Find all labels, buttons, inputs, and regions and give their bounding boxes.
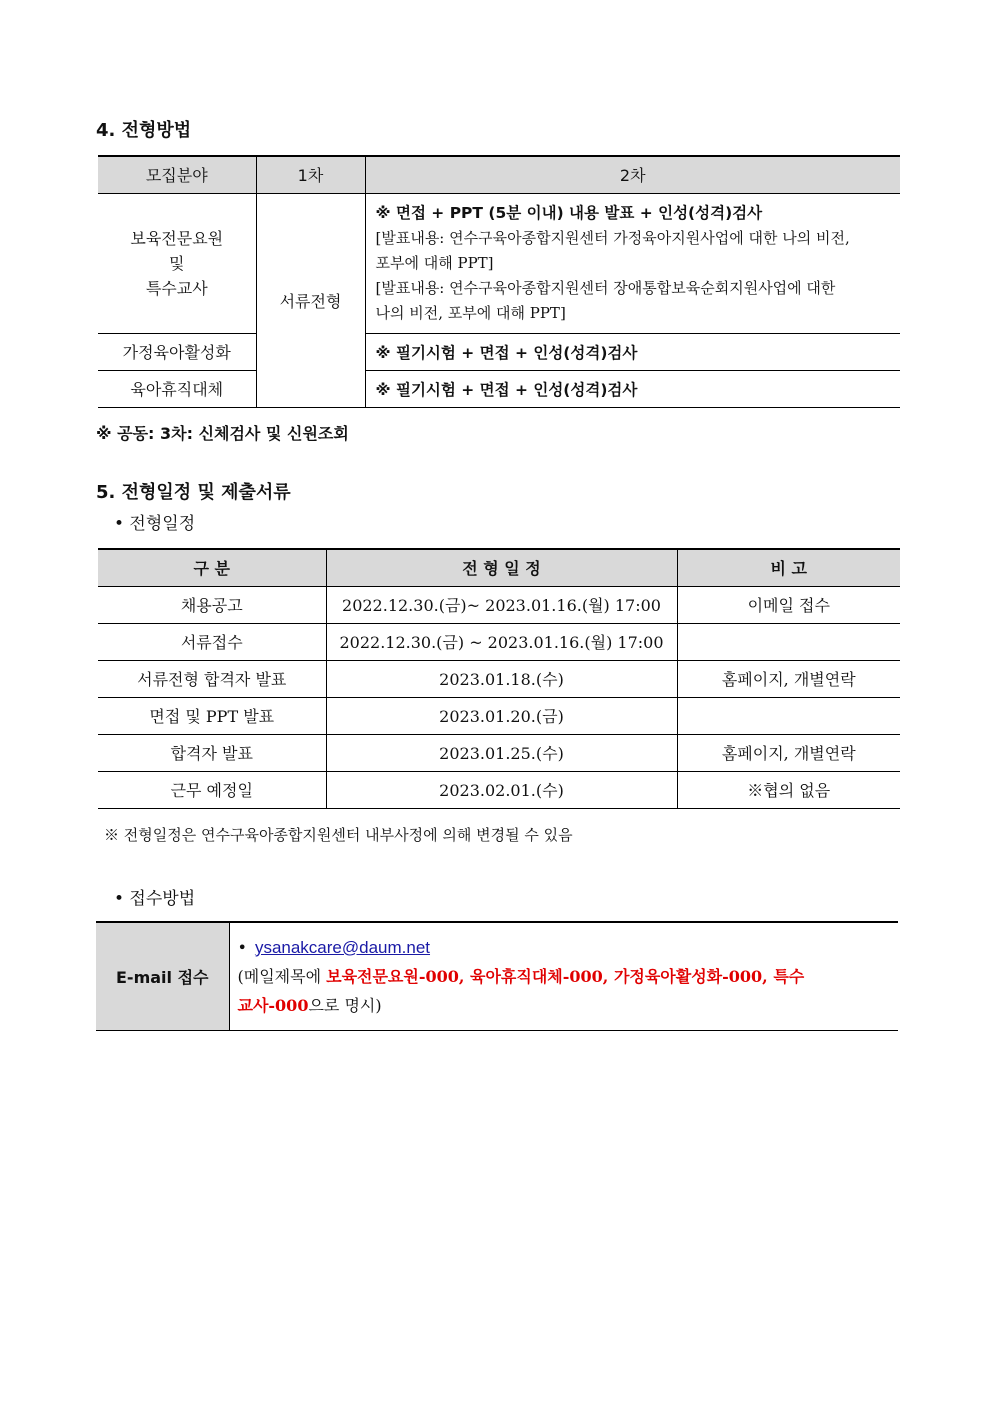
schedule-table — [98, 548, 900, 809]
header-note: 비 고 — [677, 549, 900, 586]
apply-detail — [229, 922, 898, 1030]
header-item: 구 분 — [98, 549, 326, 586]
subject-line-2 — [238, 991, 899, 1020]
schedule-date: 2023.01.25.(수) — [326, 734, 677, 771]
schedule-date: 2023.01.20.(금) — [326, 697, 677, 734]
second-stage-line: [발표내용: 연수구육아종합지원센터 가정육아지원사업에 대한 나의 비전, — [375, 229, 850, 247]
section4-title: 4. 전형방법 — [96, 120, 192, 141]
subject-line — [238, 962, 899, 991]
subject-suffix: 으로 명시) — [308, 995, 382, 1015]
field-cell: 가정육아활성화 — [98, 333, 256, 370]
second-stage-line: 나의 비전, 포부에 대해 PPT] — [375, 304, 566, 322]
apply-label: E-mail 접수 — [96, 922, 229, 1030]
schedule-item: 채용공고 — [98, 586, 326, 623]
schedule-note: ※협의 없음 — [677, 771, 900, 808]
apply-bullet: • 접수방법 — [114, 889, 196, 909]
field-cell — [98, 193, 256, 333]
selection-method-table — [98, 155, 900, 408]
field-cell: 육아휴직대체 — [98, 370, 256, 407]
header-field: 모집분야 — [98, 156, 256, 193]
second-stage-cell: ※ 필기시험 + 면접 + 인성(성격)검사 — [365, 333, 900, 370]
field-line: 및 — [169, 253, 185, 273]
subject-format: 보육전문요원-000, 육아휴직대체-000, 가정육아활성화-000, 특수 — [326, 966, 805, 986]
field-line: 특수교사 — [145, 278, 208, 298]
schedule-item: 근무 예정일 — [98, 771, 326, 808]
section5-title: 5. 전형일정 및 제출서류 — [96, 482, 291, 503]
schedule-note-text: ※ 전형일정은 연수구육아종합지원센터 내부사정에 의해 변경될 수 있음 — [104, 826, 573, 844]
schedule-note: 이메일 접수 — [677, 586, 900, 623]
first-stage-cell: 서류전형 — [256, 193, 365, 407]
second-stage-cell — [365, 193, 900, 333]
schedule-note: 홈페이지, 개별연락 — [677, 734, 900, 771]
header-date: 전 형 일 정 — [326, 549, 677, 586]
schedule-bullet: • 전형일정 — [114, 514, 196, 534]
schedule-note: 홈페이지, 개별연락 — [677, 660, 900, 697]
schedule-date: 2023.01.18.(수) — [326, 660, 677, 697]
schedule-note — [677, 697, 900, 734]
email-bullet: • — [237, 937, 247, 957]
subject-format-cont: 교사-000 — [237, 995, 309, 1015]
second-stage-title: ※ 면접 + PPT (5분 이내) 내용 발표 + 인성(성격)검사 — [375, 204, 763, 222]
email-line — [238, 933, 899, 962]
schedule-item: 면접 및 PPT 발표 — [98, 697, 326, 734]
schedule-date: 2022.12.30.(금) ~ 2023.01.16.(월) 17:00 — [326, 623, 677, 660]
schedule-item: 서류전형 합격자 발표 — [98, 660, 326, 697]
field-line: 보육전문요원 — [130, 228, 224, 248]
second-stage-cell: ※ 필기시험 + 면접 + 인성(성격)검사 — [365, 370, 900, 407]
common-note: ※ 공동: 3차: 신체검사 및 신원조회 — [96, 424, 349, 443]
schedule-item: 합격자 발표 — [98, 734, 326, 771]
apply-method-table — [96, 921, 898, 1031]
schedule-date: 2022.12.30.(금)~ 2023.01.16.(월) 17:00 — [326, 586, 677, 623]
subject-prefix: (메일제목에 — [237, 966, 327, 986]
schedule-date: 2023.02.01.(수) — [326, 771, 677, 808]
schedule-item: 서류접수 — [98, 623, 326, 660]
email-link[interactable]: ysanakcare@daum.net — [254, 937, 431, 957]
header-second-stage: 2차 — [365, 156, 900, 193]
header-first-stage: 1차 — [256, 156, 365, 193]
second-stage-line: 포부에 대해 PPT] — [375, 254, 494, 272]
second-stage-line: [발표내용: 연수구육아종합지원센터 장애통합보육순회지원사업에 대한 — [375, 279, 836, 297]
schedule-note — [677, 623, 900, 660]
